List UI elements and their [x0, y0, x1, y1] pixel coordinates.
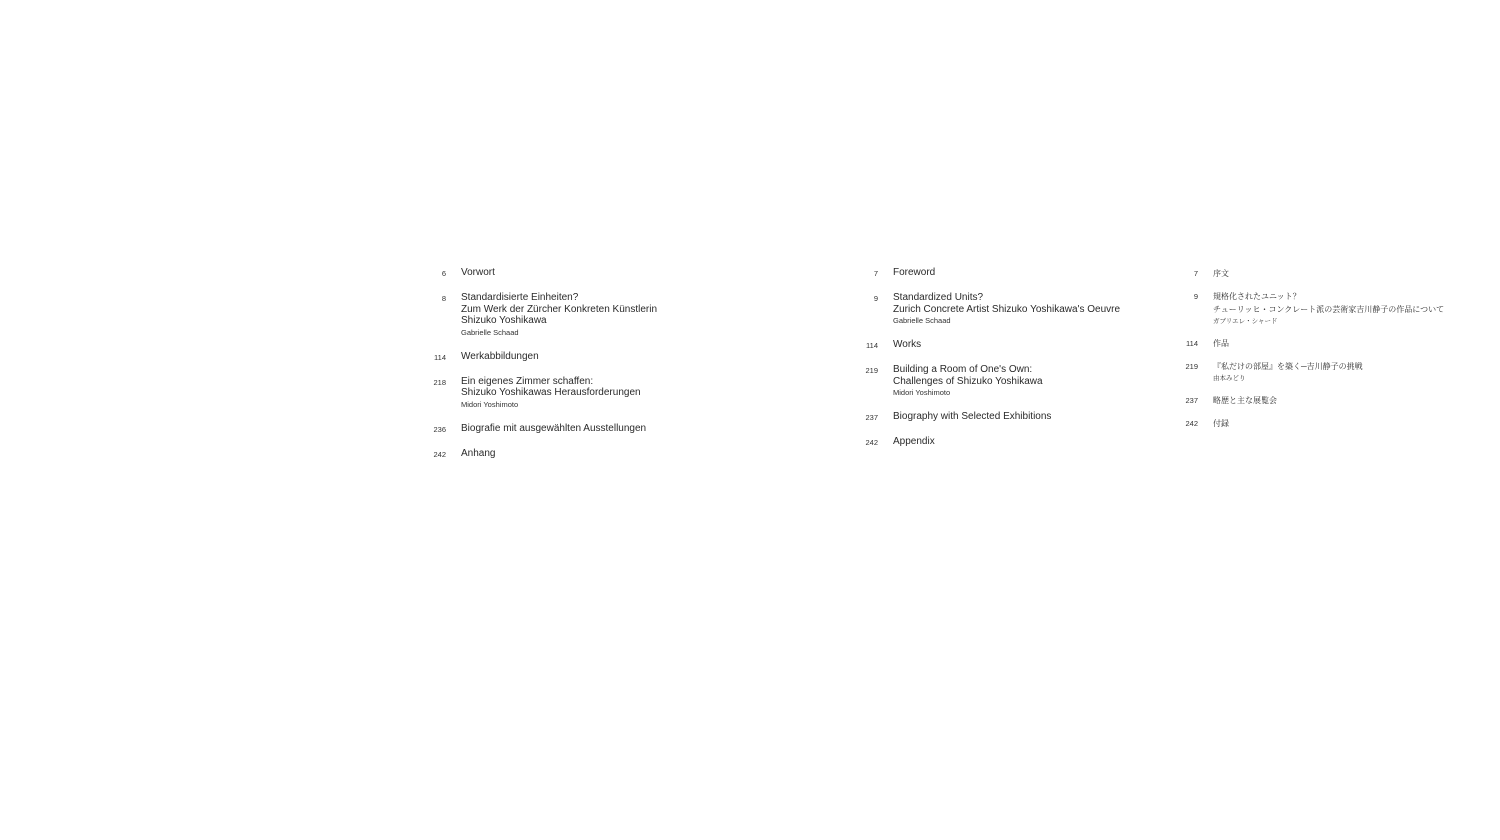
toc-title-line: Standardized Units?: [893, 292, 984, 303]
toc-entry-text: [1213, 360, 1472, 384]
toc-title-line: Biografie mit ausgewählten Ausstellungen: [461, 422, 647, 434]
toc-page-number: 7: [873, 269, 878, 278]
toc-entry: [1172, 290, 1472, 327]
toc-title-line: 序文: [1213, 269, 1229, 278]
toc-author: Midori Yoshimoto: [893, 388, 951, 397]
toc-entry: [1172, 417, 1472, 430]
toc-page-number: 7: [1193, 269, 1198, 278]
toc-entry: [420, 423, 820, 436]
toc-title-line: Challenges of Shizuko Yoshikawa: [893, 375, 1043, 387]
toc-page-number: 6: [441, 269, 446, 278]
toc-page-number: 242: [865, 438, 878, 447]
toc-entry: [420, 267, 820, 280]
toc-entry-text: [893, 267, 1152, 279]
toc-author: 由本みどり: [1213, 375, 1246, 382]
toc-title-line: Building a Room of One's Own:: [893, 364, 1033, 375]
toc-title-line: Shizuko Yoshikawas Herausforderungen: [461, 387, 641, 398]
toc-title-line: Foreword: [893, 267, 936, 278]
toc-entry: [852, 292, 1152, 327]
toc-entry: [852, 411, 1152, 424]
toc-column-japanese: [1172, 267, 1472, 430]
toc-entry-text: [893, 436, 1152, 448]
toc-title-line: Ein eigenes Zimmer schaffen:: [461, 375, 594, 387]
toc-page-number: 9: [873, 294, 878, 303]
toc-title-line: チューリッヒ・コンクレート派の芸術家吉川静子の作品について: [1213, 305, 1445, 314]
toc-entry-text: [1213, 290, 1472, 327]
toc-page-number: 237: [1185, 396, 1198, 405]
toc-title-line: Biography with Selected Exhibitions: [893, 411, 1052, 422]
toc-title-line: Works: [893, 339, 922, 350]
toc-title-line: Standardisierte Einheiten?: [461, 292, 579, 303]
toc-entry: [420, 351, 820, 364]
toc-page-number: 114: [434, 352, 446, 362]
toc-title-line: 略歴と主な展覧会: [1213, 396, 1277, 405]
toc-author: Gabrielle Schaad: [893, 316, 951, 325]
toc-entry-text: [1213, 267, 1472, 280]
toc-entry: [852, 339, 1152, 352]
toc-entry: [420, 448, 820, 461]
toc-title-line: 『私だけの部屋』を築く─吉川静子の挑戦: [1213, 362, 1363, 371]
toc-column-german: [420, 267, 820, 461]
toc-entry-text: [461, 351, 820, 363]
toc-entry-text: [893, 339, 1152, 351]
toc-entry: [1172, 360, 1472, 384]
toc-entry-text: [461, 448, 820, 460]
toc-title-line: 付録: [1213, 419, 1229, 428]
toc-entry-text: [1213, 394, 1472, 407]
toc-page-number: 219: [865, 366, 878, 375]
toc-title-line: Shizuko Yoshikawa: [461, 315, 547, 326]
toc-title-line: Appendix: [893, 436, 935, 447]
toc-entry: [852, 364, 1152, 399]
toc-title-line: Werkabbildungen: [461, 350, 539, 362]
toc-entry-text: [893, 292, 1152, 327]
toc-page-number: 242: [1185, 419, 1198, 428]
toc-page-number: 219: [1185, 362, 1198, 371]
toc-title-line: Vorwort: [461, 267, 495, 278]
toc-author: Midori Yoshimoto: [461, 399, 519, 409]
toc-title-line: Zum Werk der Zürcher Konkreten Künstlerin: [461, 303, 658, 315]
toc-page-number: 8: [441, 294, 446, 303]
toc-entry: [852, 436, 1152, 449]
toc-entry-text: [461, 267, 820, 279]
toc-page-number: 218: [433, 377, 446, 387]
toc-entry-text: [1213, 417, 1472, 430]
toc-entry: [1172, 394, 1472, 407]
toc-entry: [852, 267, 1152, 280]
toc-page-number: 114: [1186, 339, 1198, 348]
toc-page-number: 114: [866, 341, 878, 350]
toc-entry-text: [1213, 337, 1472, 350]
toc-author: Gabrielle Schaad: [461, 327, 519, 337]
toc-page-number: 9: [1193, 292, 1198, 301]
toc-entry: [1172, 267, 1472, 280]
toc-entry: [420, 292, 820, 339]
toc-entry-text: [461, 292, 820, 339]
toc-column-english: [852, 267, 1152, 449]
toc-title-line: Zurich Concrete Artist Shizuko Yoshikawa's Oeuvre: [893, 303, 1121, 315]
toc-entry: [420, 376, 820, 411]
toc-author: ガブリエレ・シャード: [1213, 318, 1278, 325]
toc-page-number: 237: [865, 413, 878, 422]
toc-title-line: Anhang: [461, 447, 496, 459]
toc-entry-text: [461, 423, 820, 435]
toc-entry-text: [893, 411, 1152, 423]
toc-page-number: 236: [433, 424, 446, 434]
toc-page-number: 242: [433, 449, 446, 459]
toc-title-line: 規格化されたユニット？: [1213, 292, 1301, 301]
toc-entry-text: [893, 364, 1152, 399]
toc-entry-text: [461, 376, 820, 411]
toc-title-line: 作品: [1213, 339, 1229, 348]
toc-entry: [1172, 337, 1472, 350]
